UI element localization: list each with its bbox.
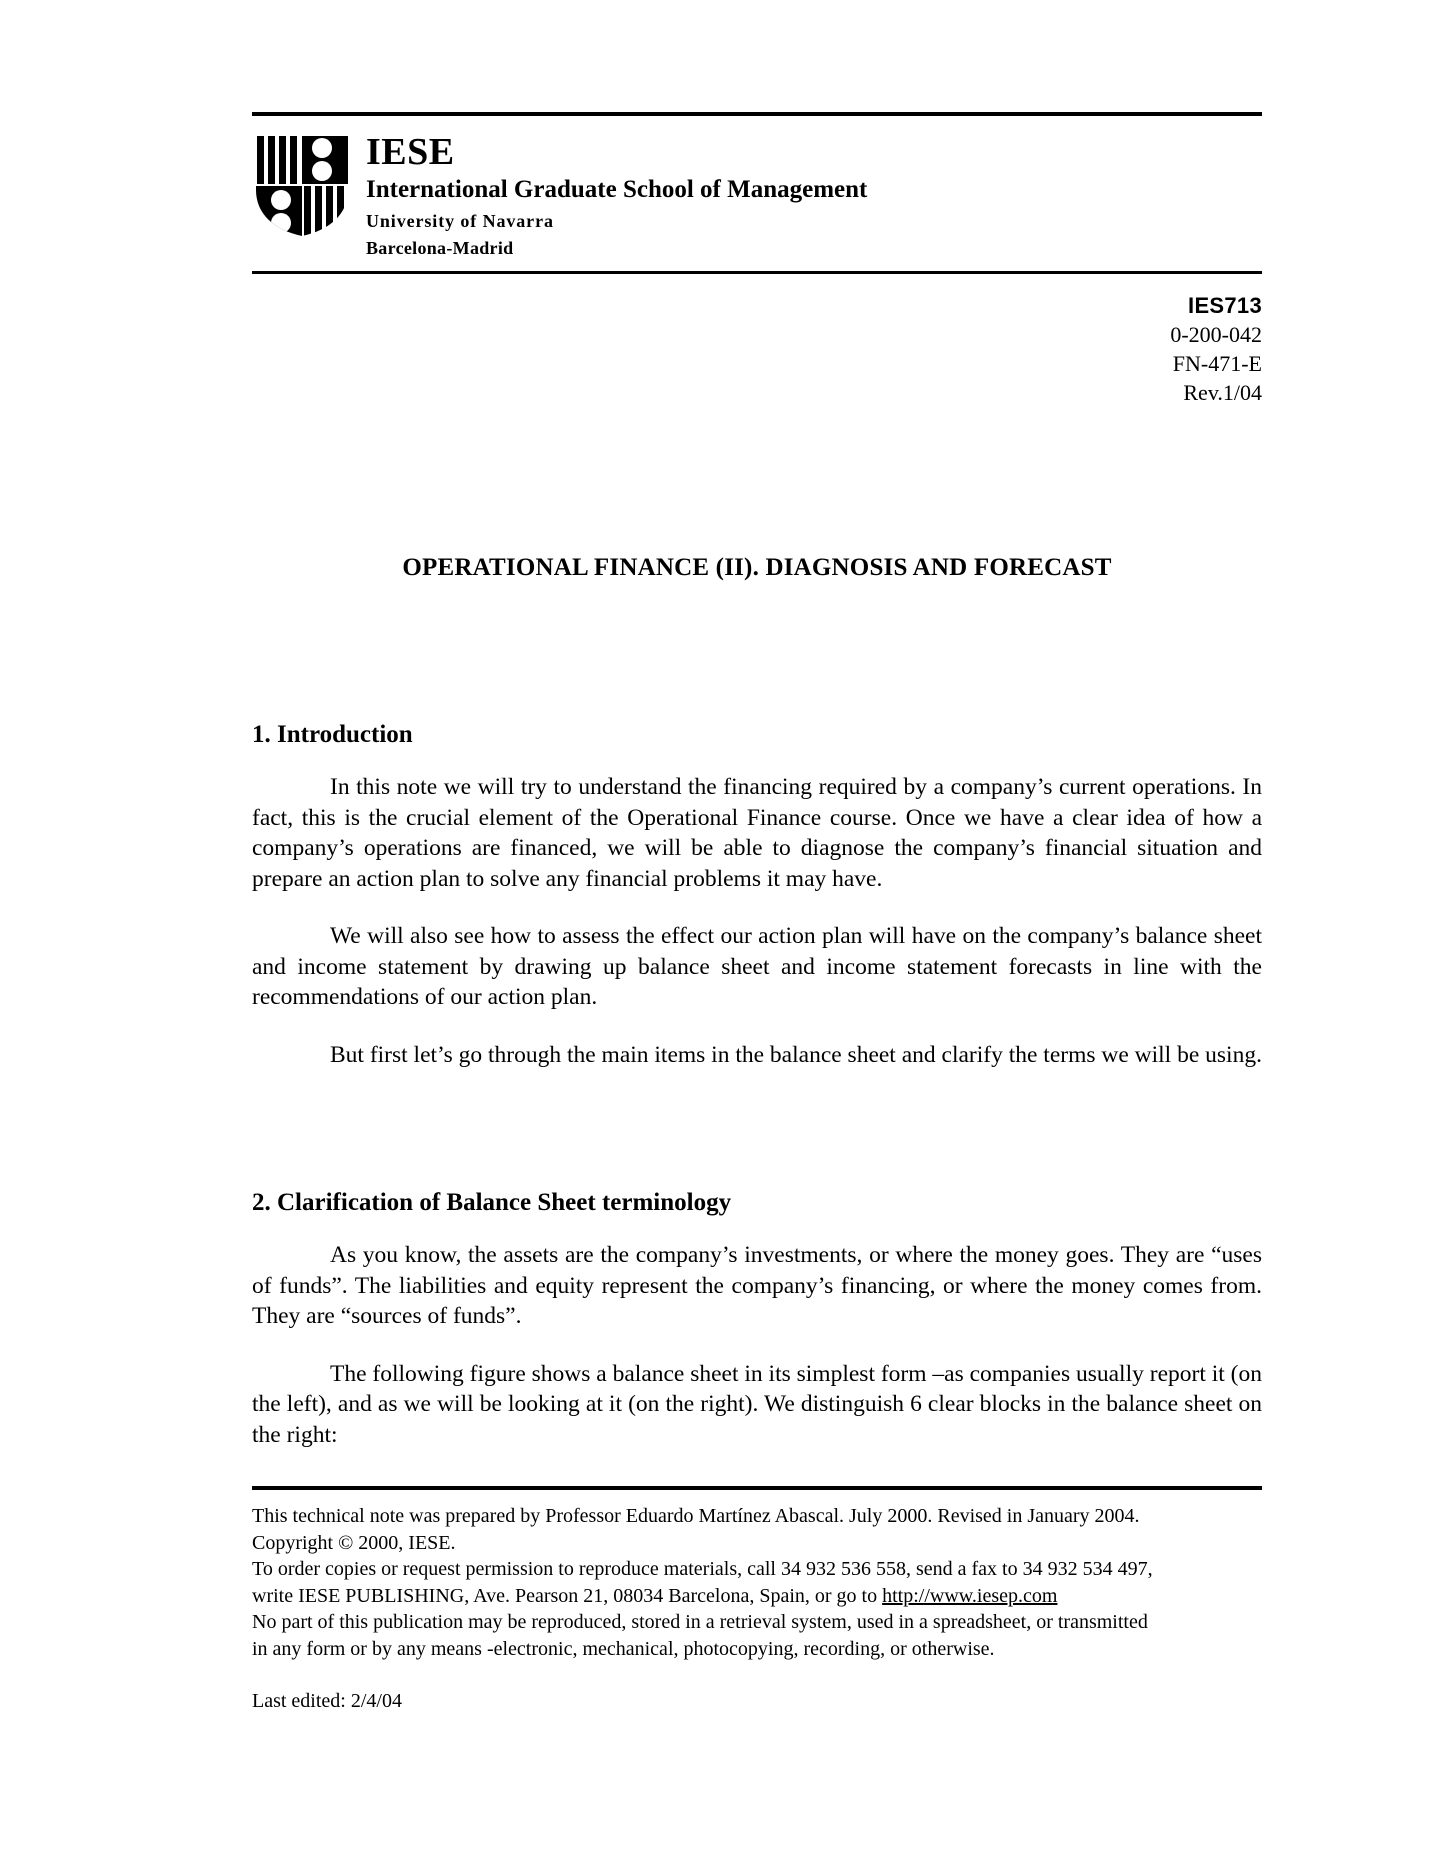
reference-revision: Rev.1/04 (1183, 380, 1262, 405)
footnote-text (252, 1503, 1262, 1715)
iesep-website-link[interactable]: http://www.iesep.com (882, 1584, 1058, 1607)
footnote-reproduction-line-1: No part of this publication may be reproduced, stored in a retrieval system, used in a spreadsheet, or transmitted (252, 1611, 1148, 1633)
section-heading-clarification: 2. Clarification of Balance Sheet terminology (252, 1189, 732, 1216)
section-heading-introduction: 1. Introduction (252, 721, 413, 748)
footnote-last-edited: Last edited: 2/4/04 (252, 1690, 402, 1712)
iese-shield-logo (252, 130, 358, 238)
reference-number: 0-200-042 (1170, 322, 1262, 347)
footnote-reproduction-line-2: in any form or by any means -electronic, mechanical, photocopying, recording, or otherwise. (252, 1637, 995, 1660)
footnote-order-prefix: write IESE PUBLISHING, Ave. Pearson 21, 08034 Barcelona, Spain, or go to (252, 1584, 883, 1607)
masthead (252, 112, 1262, 274)
reference-series: FN-471-E (1172, 351, 1262, 376)
reference-code: IES713 (1188, 293, 1262, 318)
paragraph: In this note we will try to understand the financing required by a company’s current operations. In fact, this is the crucial element of the Operational Finance course. Once we have a clear idea of how a company’s operations are financed, we will be able to diagnose the company’s financial situation and prepare an action plan to solve any financial problems it may have. (252, 774, 1262, 892)
section-body-clarification (252, 1240, 1262, 1450)
footnote-credit: This technical note was prepared by Professor Eduardo Martínez Abascal. July 2000. Revised in January 2004. (252, 1505, 1140, 1527)
paragraph: The following figure shows a balance sheet in its simplest form –as companies usually report it (on the left), and as we will be looking at it (on the right). We distinguish 6 clear blocks in the balance sheet on the right: (252, 1360, 1262, 1448)
brand-subtitle-school: International Graduate School of Management (366, 176, 868, 203)
paragraph: But first let’s go through the main items in the balance sheet and clarify the terms we will be using. (330, 1041, 1262, 1068)
footnote-block (252, 1486, 1262, 1715)
masthead-body (252, 116, 1262, 271)
paragraph: We will also see how to assess the effect our action plan will have on the company’s balance sheet and income statement by drawing up balance sheet and income statement forecasts in line with the recommendations of our action plan. (252, 923, 1262, 1010)
footnote-spacer (252, 1662, 1262, 1688)
brand-subtitle-university: University of Navarra (366, 211, 554, 231)
footnote-order-line-2 (252, 1583, 1262, 1610)
brand-subtitle-cities: Barcelona-Madrid (366, 238, 514, 258)
footnote-order-line-1: To order copies or request permission to reproduce materials, call 34 932 536 558, send a fax to 34 932 534 497, (252, 1558, 1153, 1580)
brand-name: IESE (366, 131, 455, 173)
masthead-text (358, 130, 867, 261)
footnote-copyright: Copyright © 2000, IESE. (252, 1531, 456, 1554)
paragraph: As you know, the assets are the company’s investments, or where the money goes. They are “uses of funds”. The liabilities and equity represent the company’s financing, or where the money comes from. They are “sources of funds”. (252, 1242, 1262, 1329)
section-body-introduction (252, 772, 1262, 1070)
footnote-rule (252, 1486, 1262, 1490)
reference-codes (252, 292, 1262, 407)
page-title: OPERATIONAL FINANCE (II). DIAGNOSIS AND FORECAST (402, 554, 1112, 581)
masthead-bottom-rule (252, 271, 1262, 274)
